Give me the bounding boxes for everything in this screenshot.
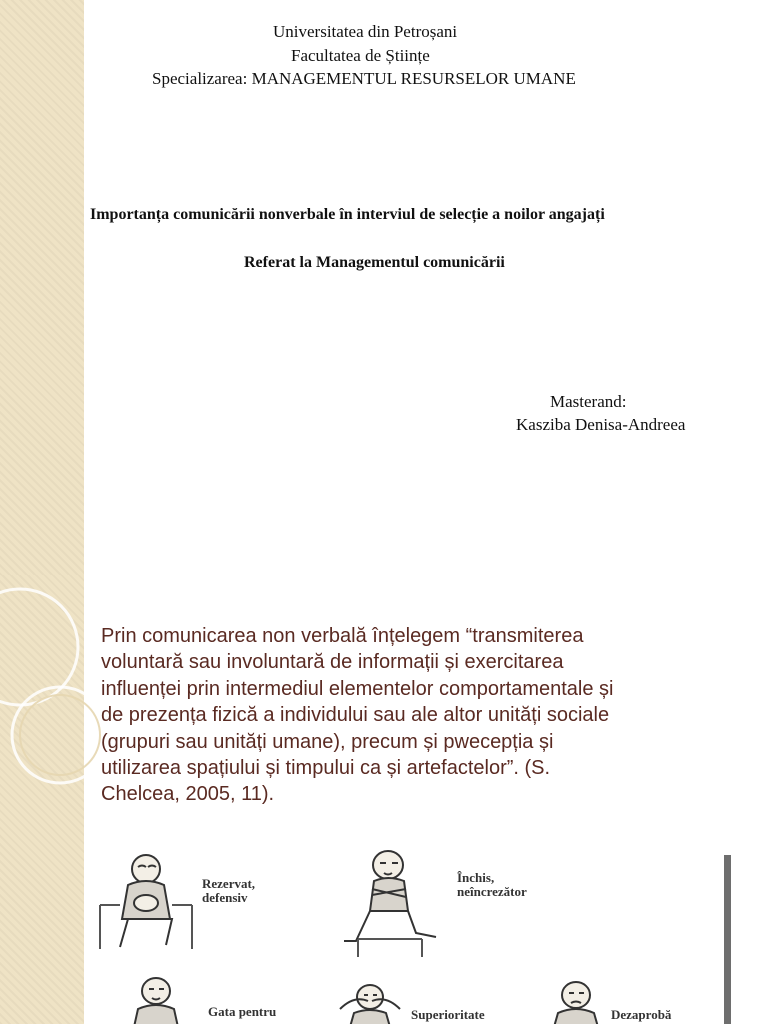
- deco-circle-small: [12, 687, 108, 783]
- quote-line: Chelcea, 2005, 11).: [101, 783, 275, 806]
- specialization: Specializarea: MANAGEMENTUL RESURSELOR UMANE: [152, 69, 576, 88]
- university-name: Universitatea din Petroșani: [273, 22, 458, 41]
- author-role: Masterand:: [550, 392, 627, 411]
- paper-subtitle: Referat la Managementul comunicării: [244, 254, 505, 271]
- figure-label-reserved: [202, 877, 255, 905]
- figure-label-line: Superioritate: [411, 1007, 485, 1022]
- author-name: Kasziba Denisa-Andreea: [516, 415, 686, 434]
- vertical-accent-bar: [724, 855, 731, 1024]
- figure-label-line: Dezaprobă: [611, 1007, 672, 1022]
- content-slide: [0, 575, 768, 1024]
- figure-label-disapproval: [611, 1008, 671, 1022]
- figure-disapproval-illustration: [540, 975, 610, 1024]
- figure-label-line: neîncrezător: [457, 884, 527, 899]
- decorative-stripe: [0, 0, 84, 575]
- figure-superiority-illustration: [330, 979, 406, 1024]
- figure-label-line: Rezervat,: [202, 876, 256, 891]
- figure-reserved-illustration: [88, 845, 198, 955]
- quote-line: (grupuri sau unități umane), precum și pwecepția și: [101, 730, 554, 753]
- figure-label-line: Închis,: [457, 870, 495, 885]
- figure-label-line: Gata pentru: [208, 1004, 277, 1019]
- figure-label-ready: [208, 1005, 276, 1019]
- cover-content: [84, 0, 768, 575]
- figure-label-superiority: [411, 1008, 485, 1022]
- quote-line: de prezența fizică a individului sau ale altor unități sociale: [101, 704, 610, 727]
- quote-line: influenței prin intermediul elementelor comportamentale și: [101, 677, 614, 700]
- quote-line: voluntară sau involuntară de informații și exercitarea: [101, 651, 564, 674]
- figure-ready-illustration: [116, 973, 196, 1024]
- definition-quote: [101, 623, 681, 808]
- faculty-name: Facultatea de Științe: [291, 46, 430, 65]
- figure-label-line: defensiv: [202, 890, 248, 905]
- paper-title: Importanța comunicării nonverbale în interviul de selecție a noilor angajați: [90, 206, 605, 223]
- figure-label-closed: [457, 871, 527, 899]
- deco-circle-inner: [20, 695, 100, 775]
- quote-line: utilizarea spațiului și timpului ca și artefactelor”. (S.: [101, 756, 551, 779]
- quote-line: Prin comunicarea non verbală înțelegem “transmiterea: [101, 625, 584, 647]
- figure-closed-illustration: [338, 843, 442, 959]
